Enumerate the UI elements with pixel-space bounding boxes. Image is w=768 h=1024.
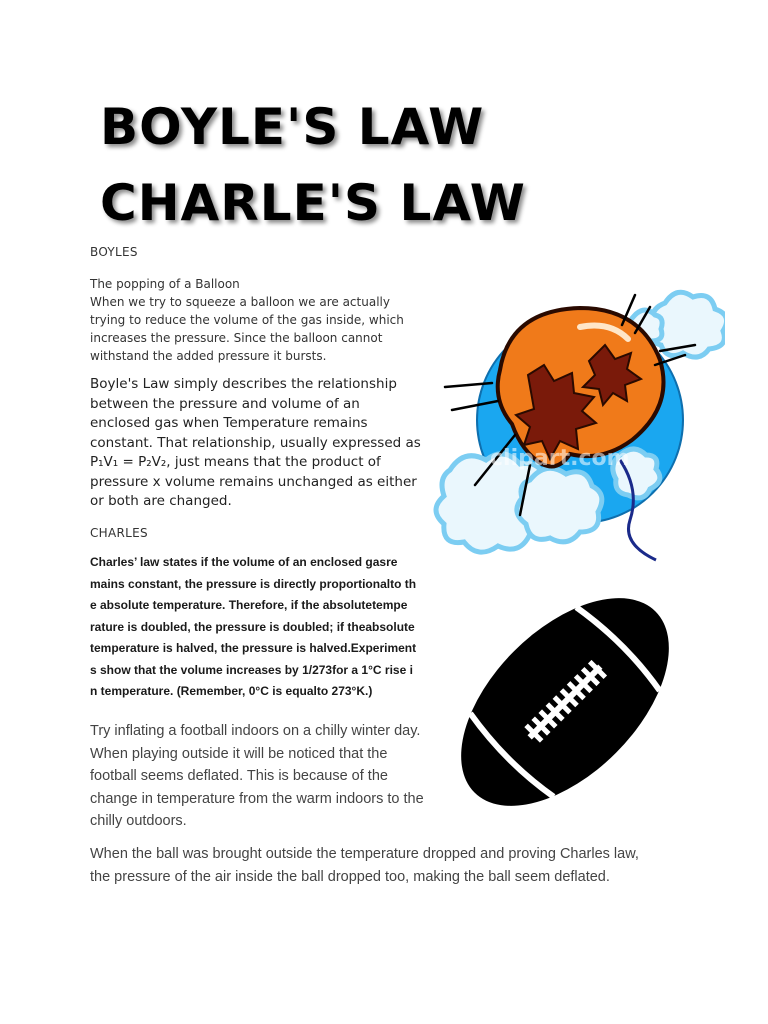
- paragraph-line: constant. That relationship, usually expressed as: [90, 434, 421, 451]
- paragraph-line: football seems deflated. This is because of the: [90, 768, 388, 784]
- paragraph-line: the pressure of the air inside the ball dropped too, making the ball seem deflated.: [90, 868, 610, 885]
- boyles-balloon-paragraph: [90, 275, 430, 365]
- paragraph-line: temperature is halved, the pressure is halved.Experiment: [90, 641, 417, 655]
- paragraph-line: Boyle's Law simply describes the relationship: [90, 376, 397, 392]
- paragraph-line: between the pressure and volume of an: [90, 395, 360, 412]
- paragraph-line: The popping of a Balloon: [90, 277, 240, 291]
- paragraph-line: Try inflating a football indoors on a chilly winter day.: [90, 723, 421, 739]
- paragraph-line: When we try to squeeze a balloon we are actually: [90, 295, 390, 309]
- paragraph-line: enclosed gas when Temperature remains: [90, 415, 368, 431]
- paragraph-line: e absolute temperature. Therefore, if the absolutetempe: [90, 598, 408, 612]
- paragraph-line: When the ball was brought outside the temperature dropped and proving Charles law,: [90, 846, 639, 862]
- balloon-watermark: clipart.com: [490, 446, 630, 471]
- paragraph-line: s show that the volume increases by 1/273for a 1°C rise i: [90, 662, 413, 677]
- paragraph-line: rature is doubled, the pressure is doubled; if theabsolute: [90, 619, 415, 634]
- paragraph-line: change in temperature from the warm indoors to the: [90, 790, 424, 807]
- paragraph-line: mains constant, the pressure is directly proportionalto th: [90, 576, 417, 591]
- paragraph-line: Charles’ law states if the volume of an enclosed gasre: [90, 555, 398, 569]
- football-paragraph: [90, 720, 440, 833]
- paragraph-line: or both are changed.: [90, 493, 232, 509]
- paragraph-line: chilly outdoors.: [90, 813, 187, 829]
- paragraph-line: n temperature. (Remember, 0°C is equalto 273°K.): [90, 684, 373, 698]
- boyles-law-paragraph: [90, 375, 420, 512]
- charles-law-paragraph: [90, 552, 440, 703]
- paragraph-line: withstand the added pressure it bursts.: [90, 349, 327, 363]
- conclusion-paragraph: [90, 843, 680, 888]
- paragraph-line: trying to reduce the volume of the gas inside, which: [90, 313, 404, 327]
- charles-heading: CHARLES: [90, 526, 148, 540]
- paragraph-line: P₁V₁ = P₂V₂, just means that the product of: [90, 454, 381, 470]
- bursting-balloon-icon: [430, 275, 725, 570]
- title-charles-law: CHARLE'S LAW: [100, 174, 526, 232]
- paragraph-line: When playing outside it will be noticed that the: [90, 745, 388, 762]
- paragraph-line: pressure x volume remains unchanged as either: [90, 473, 417, 490]
- title-boyles-law: BOYLE'S LAW: [100, 98, 485, 156]
- boyles-heading: BOYLES: [90, 245, 138, 259]
- american-football-icon: [455, 595, 675, 810]
- paragraph-line: increases the pressure. Since the balloon cannot: [90, 331, 383, 345]
